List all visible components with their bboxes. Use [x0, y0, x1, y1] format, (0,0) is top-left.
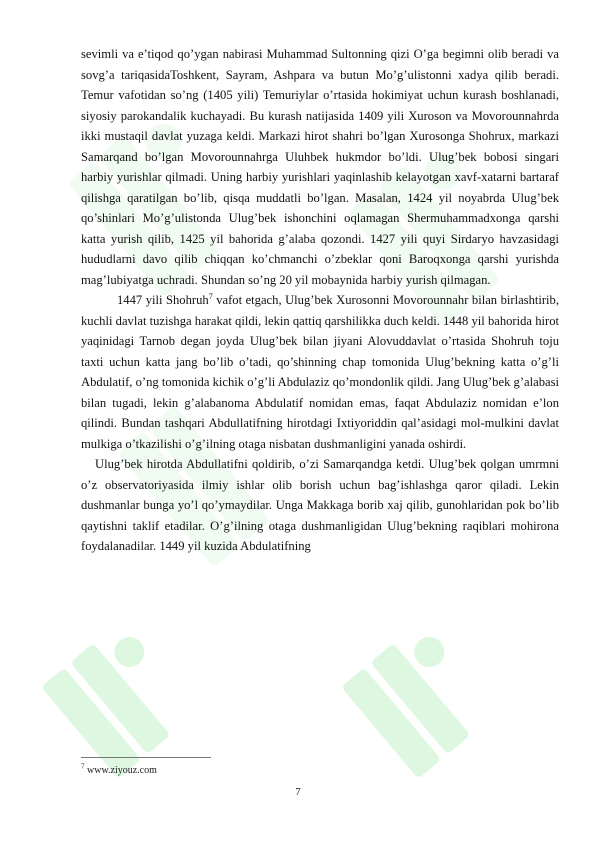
footnote-reference[interactable]: 7 — [208, 291, 213, 301]
paragraph-3: Ulug’bek hirotda Abdullatifni qoldirib, o’zi Samarqandga ketdi. Ulug’bek qolgan umrmni o’z observatoriyasida ilmiy ishlar olib borish uchun bag’ishlashga qaror qiladi. Lekin dushmanlar bunga yo’l qo’ymaydilar. Unga Makkaga borib xaj qilib, gunohlaridan pok bo’lib qaytishni taklif etadilar. O’g’ilning otaga dushmanligidan Ulug’bekning raqiblari mohirona foydalanadilar. 1449 yil kuzida Abdulatifning — [81, 457, 559, 553]
footnote-link[interactable]: www.ziyouz.com — [87, 765, 157, 776]
paragraph-2 — [81, 290, 559, 454]
footnote-mark: 7 — [81, 762, 85, 771]
page-number: 7 — [295, 786, 301, 798]
footnote-divider — [81, 757, 211, 758]
body-text — [81, 44, 559, 557]
paragraph-1: sevimli va e’tiqod qo’ygan nabirasi Muhammad Sultonning qizi O’ga begimni olib beradi va sovg’a tariqasidaToshkent, Sayram, Ashpara va butun Mo’g’ulistonni xadya qilib beradi. Temur vafotidan so’ng (1405 yili) Temuriylar o’rtasida hokimiyat uchun kurash boshlanadi, siyosiy parokandalik kuchayadi. Bu kurash natijasida 1409 yili Xuroson va Movorounnahrda ikki mustaqil davlat yuzaga keldi. Markazi hirot shahri bo’lgan Xurosonga Shohrux, markazi Samarqand bo’lgan Movorounnahrga Uluhbek hukmdor bo’ldi. Ulug’bek bobosi singari harbiy yurishlar qilmadi. Uning harbiy yurishlari yaqinlashib kelayotgan xavf-xatarni bartaraf qilishga qaratilgan bo’lib, qisqa muddatli bo’lgan. Masalan, 1424 yil noyabrda Ulug’bek qo’shinlari Mo’g’ulistonda Ulug’bek ishonchini oqlamagan Shermuhammadxonga qarshi katta yurish qilib, 1425 yil bahorida g’alaba qozondi. 1427 yili quyi Sirdaryo havzasidagi hududlarni davo qilib chiqqan ko’chmanchi o’zbeklar qoni Baroqxonga qarshi yurishda mag’lubiyatga uchradi. Shundan so’ng 20 yil mobaynida harbiy yurish qilmagan. — [81, 47, 559, 287]
paragraph-2-rest: vafot etgach, Ulug’bek Xurosonni Movorounnahr bilan birlashtirib, kuchli davlat tuzishga harakat qildi, lekin qattiq qarshilikka duch keldi. 1448 yil bahorida hirot yaqinidagi Tarnob degan joyda Ulug’bek bilan jiyani Alovuddavlat o’rtasida Shohruh toju taxti uchun katta jang bo’lib o’tadi, qo’shinning chap tomonida Ulug’bekning katta o’g’li Abdulatif, o’ng tomonida kichik o’g’li Abdulaziz qo’mondonlik qildi. Jang Ulug’bek g’alabasi bilan tugadi, lekin g’alabanoma Abdulatif nomidan emas, faqat Abdulaziz nomidan e’lon qilindi. Bundan tashqari Abdullatifning hirotdagi Ixtiyoriddin qal’asidagi mol-mulkini davlat mulkiga o’tkazilishi o’g’ilning otaga nisbatan dushmanligini yanada oshirdi. — [81, 293, 559, 451]
paragraph-2-start: 1447 yili Shohruh — [117, 293, 209, 307]
footnote — [81, 762, 157, 776]
